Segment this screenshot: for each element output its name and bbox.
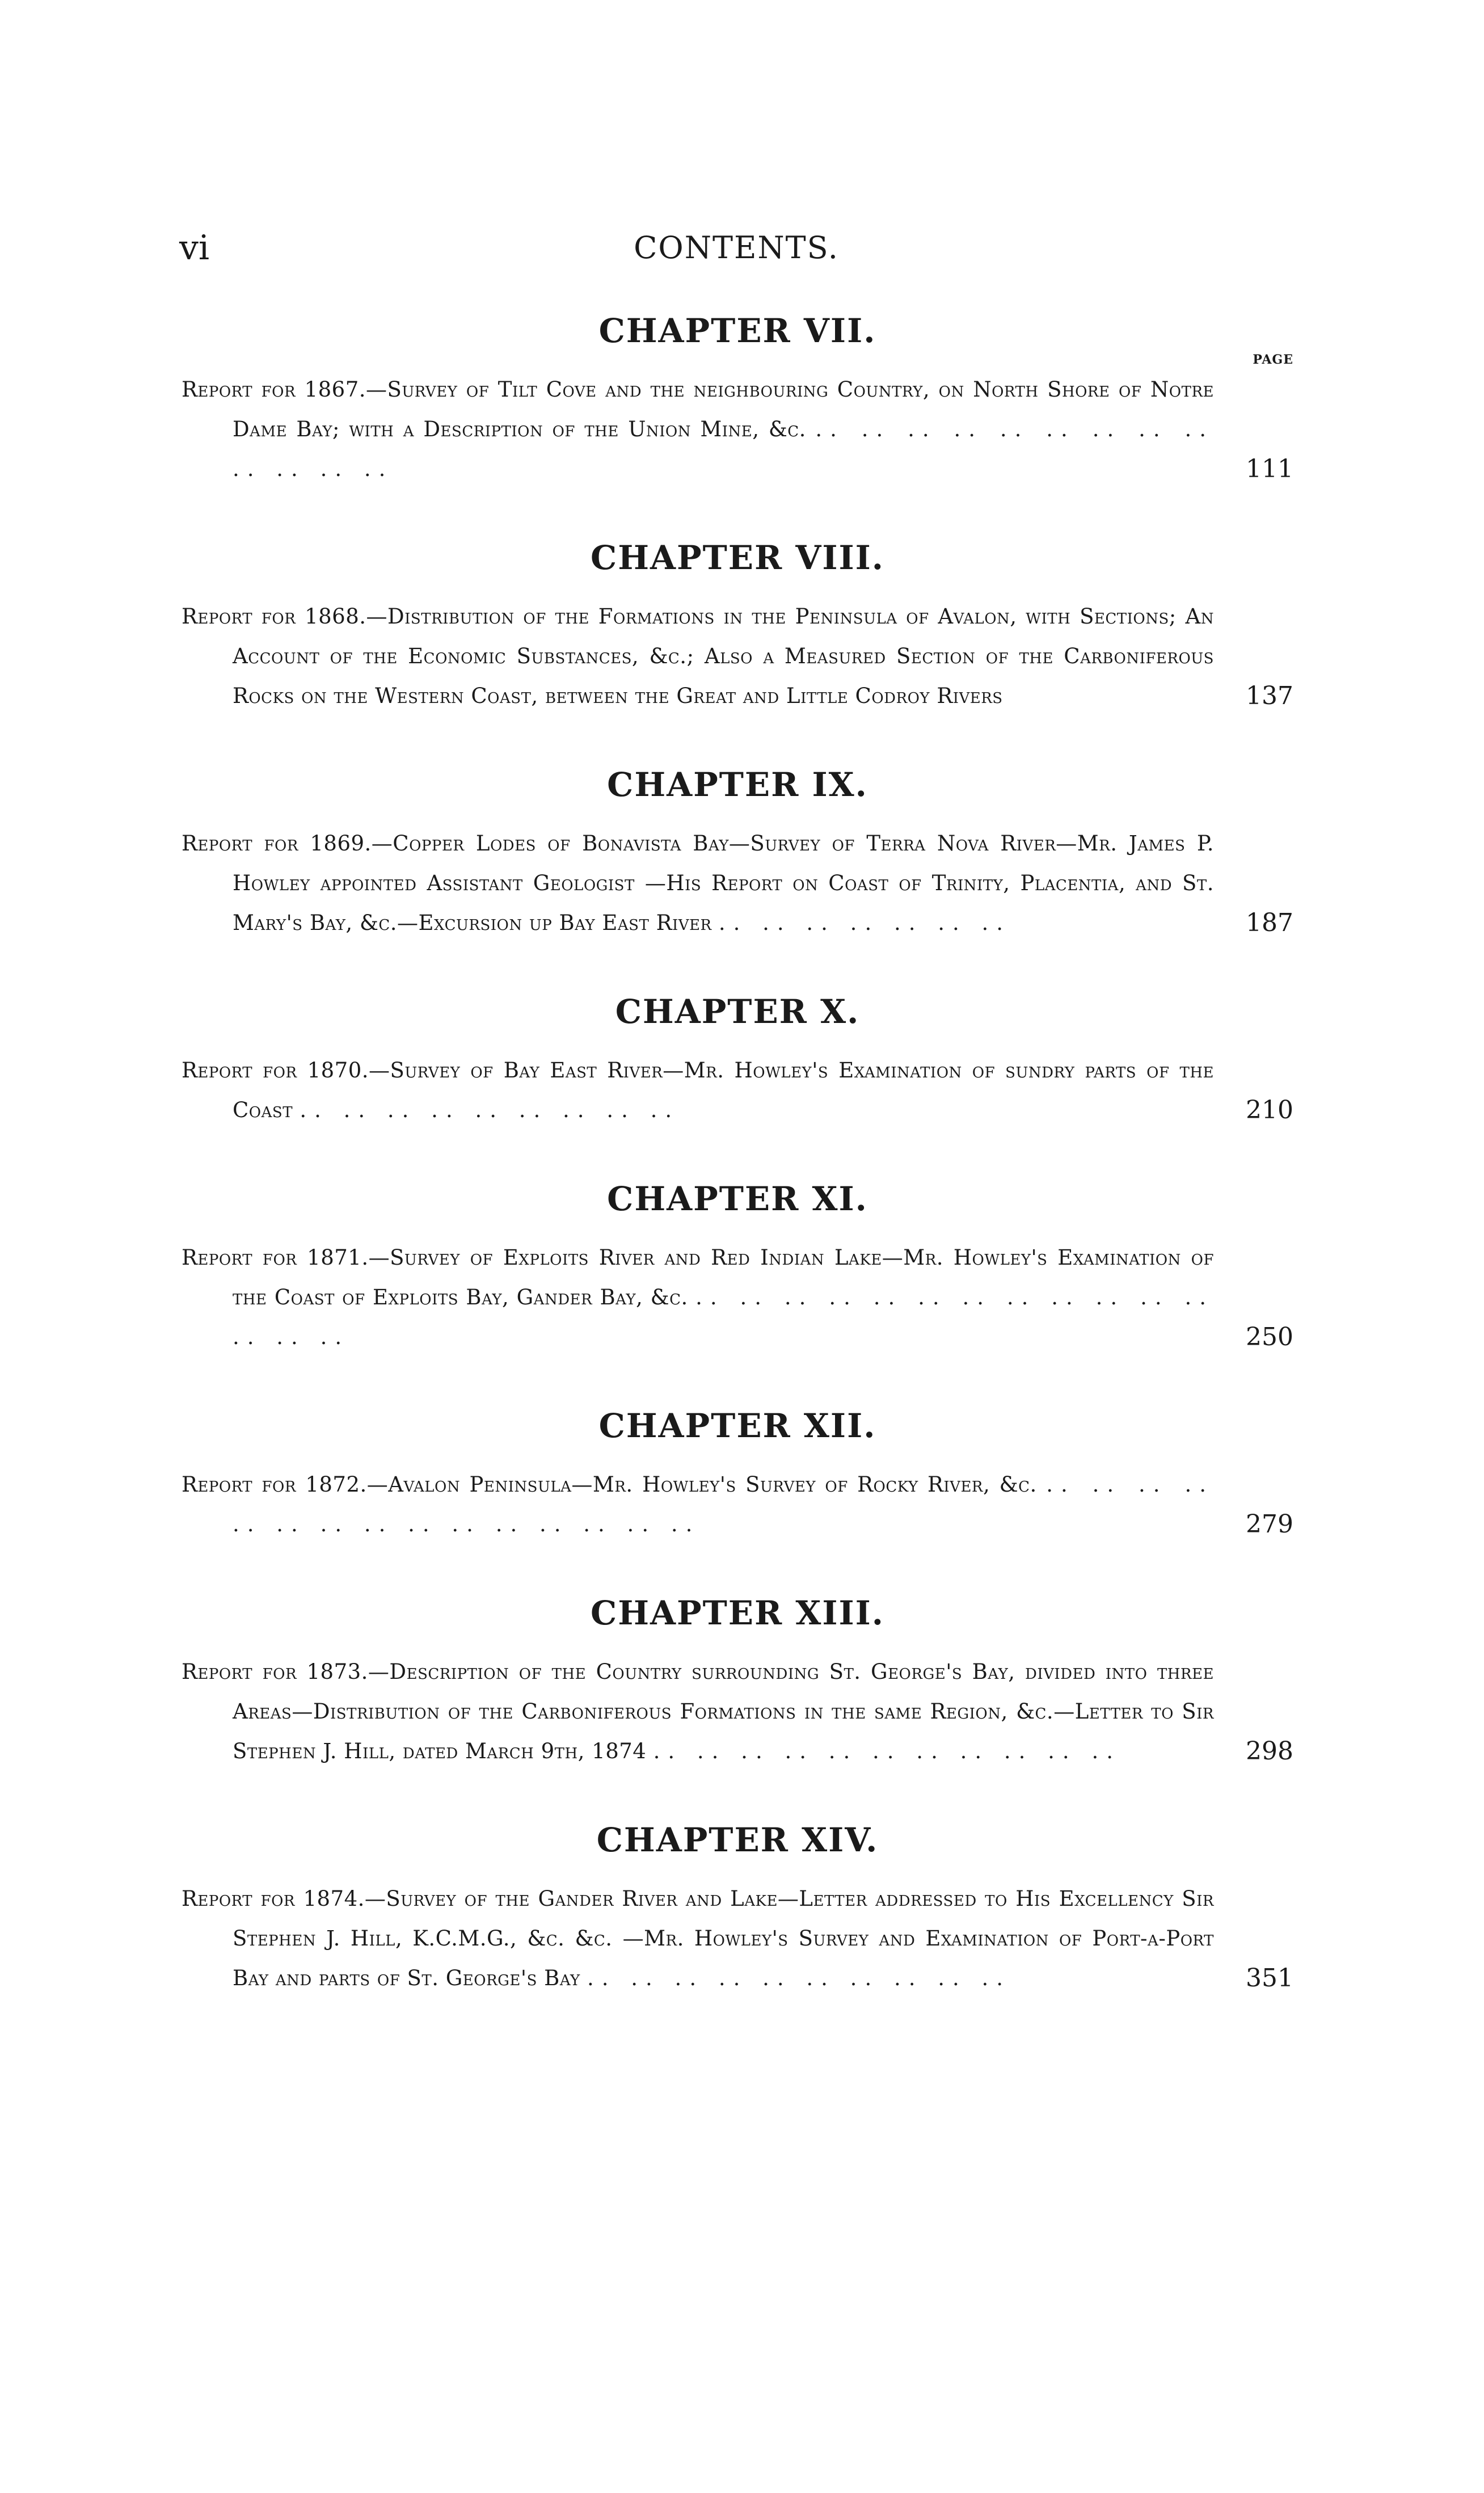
chapter-heading: CHAPTER IX. <box>607 765 868 804</box>
entry-description <box>182 1879 1214 1998</box>
page-column-label: PAGE <box>1253 352 1293 367</box>
entry-text: Report for 1873.—Description of the Country surrounding St. George's Bay, divided into three Areas—Distribution of the Carboniferous Formations in the same Region, &c.—Letter to Sir Stephen J. Hill, dated March 9th, 1874 <box>182 1660 1215 1763</box>
page-number: 187 <box>1246 908 1293 937</box>
page-number: 351 <box>1246 1964 1293 1993</box>
page-number: 137 <box>1246 681 1293 710</box>
dot-leader: .. .. .. .. .. .. .. .. .. .. .. <box>653 1739 1121 1763</box>
chapter-entry <box>182 533 1293 716</box>
chapter-heading: CHAPTER XIV. <box>596 1821 879 1859</box>
entry-row <box>182 370 1293 489</box>
chapter-entry <box>182 760 1293 943</box>
running-title: CONTENTS. <box>634 230 839 266</box>
dot-leader: .. .. .. .. .. .. .. .. .. .. .. .. .. <box>233 417 1215 481</box>
chapter-entry <box>182 987 1293 1130</box>
entry-text: Report for 1871.—Survey of Exploits River and Red Indian Lake—Mr. Howley's Examination of the Coast of Exploits Bay, Gander Bay, &c. <box>182 1245 1214 1309</box>
page-number: 210 <box>1246 1096 1293 1125</box>
dot-leader: .. .. .. .. .. .. .. .. .. .. <box>587 1966 1011 1990</box>
chapter-heading: CHAPTER X. <box>615 992 860 1031</box>
entry-text: Report for 1870.—Survey of Bay East River—Mr. Howley's Examination of sundry parts of the Coast <box>182 1058 1214 1122</box>
chapter-heading: CHAPTER VII. <box>598 311 876 350</box>
entry-row <box>182 1238 1293 1357</box>
entry-description <box>182 370 1214 489</box>
dot-leader: .. .. .. .. .. .. .. .. .. .. .. .. .. .. .. <box>233 1285 1214 1349</box>
entry-description <box>182 1652 1214 1771</box>
chapter-entry <box>182 1816 1293 1998</box>
entry-row <box>182 1051 1293 1130</box>
chapter-heading: CHAPTER XIII. <box>591 1594 884 1632</box>
page-header <box>179 222 1293 273</box>
chapter-heading: CHAPTER XII. <box>598 1406 876 1445</box>
page-number: 279 <box>1246 1510 1293 1539</box>
dot-leader: .. .. .. .. .. .. .. <box>718 911 1011 935</box>
entry-description <box>182 824 1214 943</box>
entry-row <box>182 597 1293 716</box>
entry-description <box>182 1465 1214 1544</box>
chapter-entry <box>182 1174 1293 1357</box>
entry-row <box>182 1652 1293 1771</box>
dot-leader: .. .. .. .. .. .. .. .. .. .. .. .. .. .. .. <box>233 1472 1215 1536</box>
chapter-heading: CHAPTER XI. <box>607 1180 868 1218</box>
chapter-heading: CHAPTER VIII. <box>591 538 884 577</box>
entry-row <box>182 1879 1293 1998</box>
entry-row <box>182 1465 1293 1544</box>
entry-text: Report for 1874.—Survey of the Gander River and Lake—Letter addressed to His Excellency Sir Stephen J. Hill, K.C.M.G., &c. &c. —Mr. Howley's Survey and Examination of Port-a-Port Bay and parts of St. George's Bay <box>182 1886 1214 1990</box>
folio-number: vi <box>179 228 210 268</box>
contents-list <box>182 306 1293 2043</box>
page-number: 298 <box>1246 1737 1293 1766</box>
entry-description <box>182 597 1214 716</box>
chapter-entry <box>182 1401 1293 1544</box>
entry-text: Report for 1868.—Distribution of the Formations in the Peninsula of Avalon, with Sections; An Account of the Economic Substances, &c.; Also a Measured Section of the Carboniferous Rocks on the Western Coast, between the Great and Little Codroy Rivers <box>182 604 1214 708</box>
chapter-entry <box>182 306 1293 489</box>
chapter-entry <box>182 1589 1293 1771</box>
entry-description <box>182 1238 1214 1357</box>
entry-row <box>182 824 1293 943</box>
page-number: 250 <box>1246 1323 1293 1351</box>
entry-text: Report for 1872.—Avalon Peninsula—Mr. Howley's Survey of Rocky River, &c. <box>182 1472 1037 1497</box>
page-number: 111 <box>1246 454 1293 483</box>
entry-description <box>182 1051 1214 1130</box>
entry-text: Report for 1869.—Copper Lodes of Bonavista Bay—Survey of Terra Nova River—Mr. James P. Howley appointed Assistant Geologist —His Report on Coast of Trinity, Placentia, and St. Mary's Bay, &c.—Excursion up Bay East River <box>182 831 1214 935</box>
entry-text: Report for 1867.—Survey of Tilt Cove and the neighbouring Country, on North Shore of Notre Dame Bay; with a Description of the Union Mine, &c. <box>182 377 1214 441</box>
dot-leader: .. .. .. .. .. .. .. .. .. <box>300 1098 680 1122</box>
